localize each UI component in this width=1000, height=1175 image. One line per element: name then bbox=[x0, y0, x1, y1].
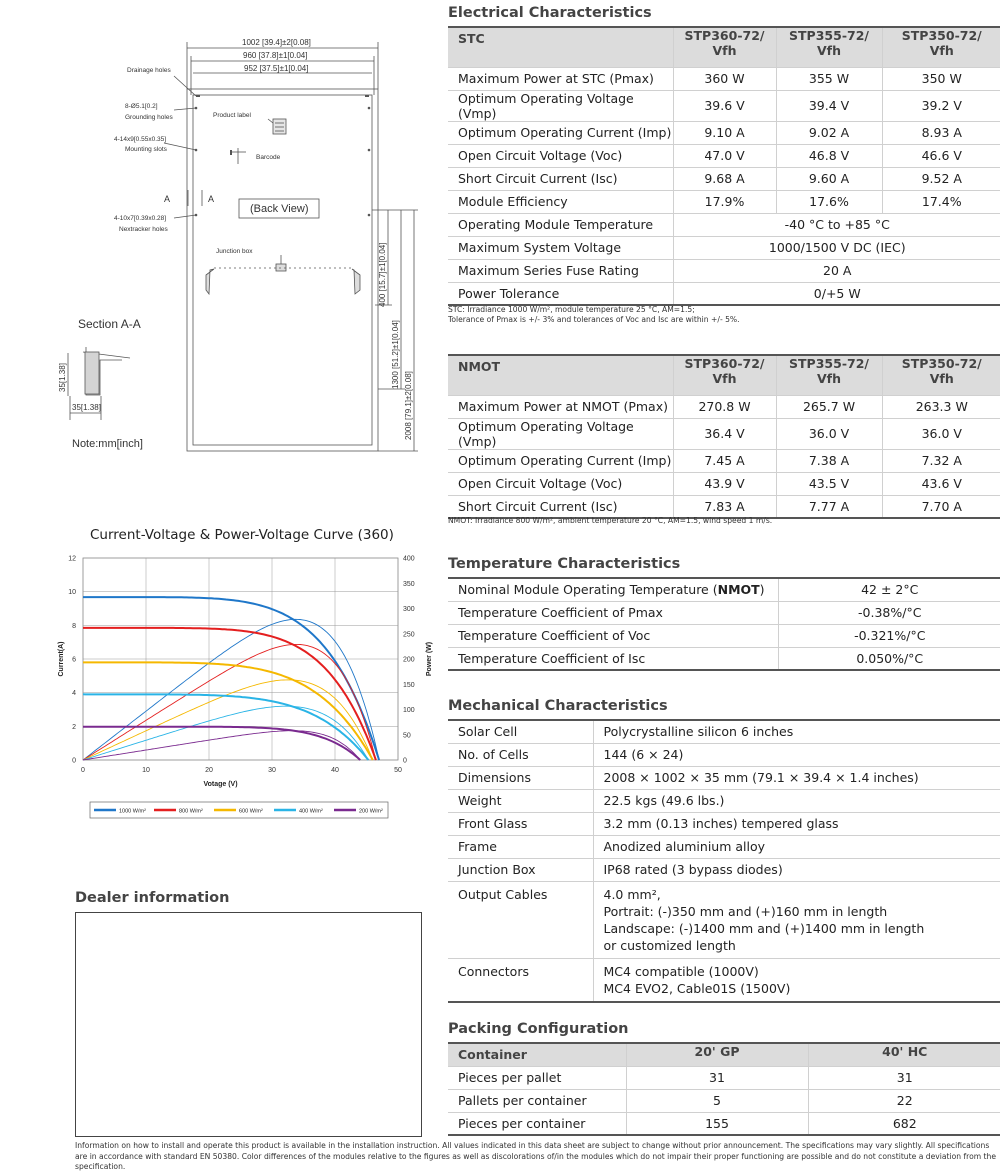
dim-frame-width: 960 [37.8]±1[0.04] bbox=[243, 51, 308, 60]
table-row bbox=[448, 259, 1000, 282]
legend-label: 200 W/m² bbox=[359, 808, 383, 815]
table-cell: 9.52 A bbox=[882, 167, 1000, 190]
table-row bbox=[448, 578, 1000, 601]
legend-label: 800 W/m² bbox=[179, 808, 203, 815]
stc-table bbox=[448, 26, 1000, 306]
table-cell: 17.4% bbox=[882, 190, 1000, 213]
table-cell: 355 W bbox=[776, 67, 882, 90]
table-row bbox=[448, 121, 1000, 144]
grounding-holes-label: Grounding holes bbox=[125, 114, 173, 121]
table-row bbox=[448, 282, 1000, 305]
units-note: Note:mm[inch] bbox=[72, 438, 143, 450]
table-cell: 39.2 V bbox=[882, 90, 1000, 121]
column-header: STP360-72/ Vfh bbox=[673, 27, 776, 67]
row-label: Open Circuit Voltage (Voc) bbox=[448, 144, 673, 167]
table-cell: 7.77 A bbox=[776, 495, 882, 518]
dealer-title: Dealer information bbox=[75, 890, 230, 906]
y-tick-label: 6 bbox=[72, 656, 76, 664]
back-view-label: (Back View) bbox=[250, 203, 309, 215]
y2-tick-label: 350 bbox=[403, 580, 415, 588]
mounting-slots-size: 4-14x9[0.55x0.35] bbox=[114, 136, 167, 143]
column-header: 20' GP bbox=[626, 1043, 808, 1066]
section-title: Section A-A bbox=[78, 317, 141, 331]
table-cell: 265.7 W bbox=[776, 395, 882, 418]
row-label: Optimum Operating Current (Imp) bbox=[448, 449, 673, 472]
table-cell: 31 bbox=[808, 1066, 1000, 1089]
table-cell: 7.32 A bbox=[882, 449, 1000, 472]
table-row bbox=[448, 190, 1000, 213]
chart-title: Current-Voltage & Power-Voltage Curve (360) bbox=[90, 527, 394, 543]
table-cell: 20 A bbox=[673, 259, 1000, 282]
stc-note bbox=[448, 305, 740, 324]
y2-tick-label: 250 bbox=[403, 631, 415, 639]
nextracker-holes-label: Nextracker holes bbox=[119, 226, 168, 233]
table-cell: 17.9% bbox=[673, 190, 776, 213]
table-cell: 17.6% bbox=[776, 190, 882, 213]
table-cell: 31 bbox=[626, 1066, 808, 1089]
product-label-text: Product label bbox=[213, 112, 251, 119]
table-cell: 7.45 A bbox=[673, 449, 776, 472]
row-label: Power Tolerance bbox=[448, 282, 673, 305]
table-cell: 36.0 V bbox=[776, 418, 882, 449]
grounding-holes-size: 8-Ø5.1[0.2] bbox=[125, 103, 158, 110]
section-marker-right: A bbox=[208, 194, 215, 204]
table-row bbox=[448, 743, 1000, 766]
mounting-slots-label: Mounting slots bbox=[125, 146, 167, 153]
table-cell: 43.6 V bbox=[882, 472, 1000, 495]
table-cell: 1000/1500 V DC (IEC) bbox=[673, 236, 1000, 259]
barcode-label: Barcode bbox=[256, 154, 281, 161]
table-cell: 682 bbox=[808, 1112, 1000, 1135]
nmot-bold: NMOT bbox=[717, 582, 760, 598]
table-cell: 7.38 A bbox=[776, 449, 882, 472]
column-header: STP350-72/ Vfh bbox=[882, 27, 1000, 67]
table-row bbox=[448, 67, 1000, 90]
x-axis-label: Votage (V) bbox=[203, 781, 238, 788]
dim-inner-width: 952 [37.5]±1[0.04] bbox=[244, 64, 309, 73]
table-row bbox=[448, 1066, 1000, 1089]
y-tick-label: 2 bbox=[72, 723, 76, 731]
table-cell: -0.321%/°C bbox=[778, 624, 1000, 647]
section-marker-left: A bbox=[164, 194, 171, 204]
x-tick-label: 20 bbox=[205, 767, 213, 774]
stc-note-line-2: Tolerance of Pmax is +/- 3% and tolerances of Voc and Isc are within +/- 5%. bbox=[448, 314, 740, 324]
table-row bbox=[448, 601, 1000, 624]
table-row bbox=[448, 449, 1000, 472]
section-height: 35[1.38] bbox=[58, 363, 67, 392]
table-cell: 43.5 V bbox=[776, 472, 882, 495]
footer-disclaimer: Information on how to install and operate this product is available in the installation instruction. All values indicated in this data sheet are subject to change without prior announcement. The specifications may vary slightly. All specifications are in accordance with standard EN 50380. Color differences of the modules relative to the figures as well as discolorations of/in the modules which do not impair their proper functioning are possible and do not constitute a deviation from the specification. bbox=[75, 1141, 997, 1171]
row-label: Dimensions bbox=[448, 766, 593, 789]
mechanical-title: Mechanical Characteristics bbox=[448, 698, 668, 714]
row-label: Front Glass bbox=[448, 812, 593, 835]
table-row bbox=[448, 720, 1000, 743]
table-cell: 9.68 A bbox=[673, 167, 776, 190]
y-axis-label: Current(A) bbox=[58, 641, 65, 677]
y2-tick-label: 300 bbox=[403, 606, 415, 613]
table-cell: 263.3 W bbox=[882, 395, 1000, 418]
dim-2008: 2008 [79.1]±2[0.08] bbox=[404, 371, 413, 440]
table-row bbox=[448, 835, 1000, 858]
table-row bbox=[448, 1112, 1000, 1135]
row-label: Output Cables bbox=[448, 881, 593, 958]
dealer-info-box bbox=[75, 912, 422, 1137]
nmot-note: NMOT: Irradiance 800 W/m², ambient temperature 20 °C, AM=1.5, wind speed 1 m/s. bbox=[448, 516, 773, 525]
legend-label: 1000 W/m² bbox=[119, 808, 146, 815]
row-label: Solar Cell bbox=[448, 720, 593, 743]
table-cell: 5 bbox=[626, 1089, 808, 1112]
table-cell: 46.8 V bbox=[776, 144, 882, 167]
row-label: Connectors bbox=[448, 958, 593, 1002]
packing-table bbox=[448, 1042, 1000, 1136]
y2-tick-label: 0 bbox=[403, 757, 407, 765]
row-label: Temperature Coefficient of Isc bbox=[448, 647, 778, 670]
dim-400: 400 [15.7]±1[0.04] bbox=[378, 242, 387, 307]
x-tick-label: 10 bbox=[142, 767, 150, 774]
table-row bbox=[448, 167, 1000, 190]
row-label: Optimum Operating Current (Imp) bbox=[448, 121, 673, 144]
table-cell: 9.60 A bbox=[776, 167, 882, 190]
row-label: No. of Cells bbox=[448, 743, 593, 766]
section-width: 35[1.38] bbox=[72, 403, 101, 412]
row-label: Maximum Power at STC (Pmax) bbox=[448, 67, 673, 90]
nmot-temperature-label: Nominal Module Operating Temperature (NMOT) bbox=[448, 578, 778, 601]
row-label: Pieces per pallet bbox=[448, 1066, 626, 1089]
table-row bbox=[448, 395, 1000, 418]
column-header: STP360-72/ Vfh bbox=[673, 355, 776, 395]
table-cell: Polycrystalline silicon 6 inches bbox=[593, 720, 1000, 743]
table-cell: 39.4 V bbox=[776, 90, 882, 121]
row-label: Short Circuit Current (Isc) bbox=[448, 167, 673, 190]
y2-axis-label: Power (W) bbox=[426, 641, 433, 677]
table-row bbox=[448, 881, 1000, 958]
table-cell: 155 bbox=[626, 1112, 808, 1135]
column-header: 40' HC bbox=[808, 1043, 1000, 1066]
y2-tick-label: 150 bbox=[403, 681, 415, 689]
y-tick-label: 8 bbox=[72, 622, 76, 630]
table-row bbox=[448, 1089, 1000, 1112]
table-row bbox=[448, 236, 1000, 259]
table-cell: 350 W bbox=[882, 67, 1000, 90]
table-header-label: Container bbox=[448, 1043, 626, 1066]
row-label: Maximum System Voltage bbox=[448, 236, 673, 259]
mechanical-table bbox=[448, 719, 1000, 1003]
stc-note-line-1: STC: Irradiance 1000 W/m², module temperature 25 °C, AM=1.5; bbox=[448, 305, 695, 314]
table-cell: 8.93 A bbox=[882, 121, 1000, 144]
table-cell: 2008 × 1002 × 35 mm (79.1 × 39.4 × 1.4 inches) bbox=[593, 766, 1000, 789]
y2-tick-label: 50 bbox=[403, 732, 411, 740]
row-label: Pallets per container bbox=[448, 1089, 626, 1112]
y2-tick-label: 400 bbox=[403, 555, 415, 563]
table-cell: IP68 rated (3 bypass diodes) bbox=[593, 858, 1000, 881]
nmot-temperature-value: 42 ± 2°C bbox=[778, 578, 1000, 601]
table-cell: 46.6 V bbox=[882, 144, 1000, 167]
table-cell: 7.83 A bbox=[673, 495, 776, 518]
table-row bbox=[448, 958, 1000, 1002]
x-tick-label: 30 bbox=[268, 767, 276, 774]
x-tick-label: 40 bbox=[331, 767, 339, 774]
table-cell: 144 (6 × 24) bbox=[593, 743, 1000, 766]
module-technical-drawing bbox=[0, 0, 430, 470]
y-tick-label: 12 bbox=[68, 555, 76, 563]
table-row bbox=[448, 495, 1000, 518]
row-label: Pieces per container bbox=[448, 1112, 626, 1135]
packing-title: Packing Configuration bbox=[448, 1021, 629, 1037]
row-label: Junction Box bbox=[448, 858, 593, 881]
table-row bbox=[448, 647, 1000, 670]
row-label: Short Circuit Current (Isc) bbox=[448, 495, 673, 518]
row-label: Optimum Operating Voltage (Vmp) bbox=[448, 90, 673, 121]
table-cell: 270.8 W bbox=[673, 395, 776, 418]
row-label: Temperature Coefficient of Voc bbox=[448, 624, 778, 647]
table-cell: 47.0 V bbox=[673, 144, 776, 167]
table-row bbox=[448, 812, 1000, 835]
table-row bbox=[448, 213, 1000, 236]
y2-tick-label: 200 bbox=[403, 656, 415, 664]
nextracker-holes-size: 4-10x7[0.39x0.28] bbox=[114, 215, 167, 222]
table-cell: -0.38%/°C bbox=[778, 601, 1000, 624]
iv-pv-chart bbox=[48, 548, 438, 823]
table-cell: 9.10 A bbox=[673, 121, 776, 144]
table-cell: 39.6 V bbox=[673, 90, 776, 121]
table-row bbox=[448, 624, 1000, 647]
y-tick-label: 4 bbox=[72, 690, 76, 698]
table-row bbox=[448, 858, 1000, 881]
table-header-label: STC bbox=[448, 27, 673, 67]
table-cell: Anodized aluminium alloy bbox=[593, 835, 1000, 858]
y-tick-label: 10 bbox=[68, 589, 76, 597]
table-cell: 4.0 mm², Portrait: (-)350 mm and (+)160 mm in length Landscape: (-)1400 mm and (+)1400 mm in length or customized length bbox=[593, 881, 1000, 958]
row-label: Open Circuit Voltage (Voc) bbox=[448, 472, 673, 495]
table-row bbox=[448, 472, 1000, 495]
dim-1300: 1300 [51.2]±1[0.04] bbox=[391, 320, 400, 389]
table-cell: 360 W bbox=[673, 67, 776, 90]
row-label: Maximum Power at NMOT (Pmax) bbox=[448, 395, 673, 418]
row-label: Operating Module Temperature bbox=[448, 213, 673, 236]
y2-tick-label: 100 bbox=[403, 707, 415, 714]
table-cell: MC4 compatible (1000V) MC4 EVO2, Cable01S (1500V) bbox=[593, 958, 1000, 1002]
legend-label: 400 W/m² bbox=[299, 808, 323, 815]
table-row bbox=[448, 766, 1000, 789]
row-label: Module Efficiency bbox=[448, 190, 673, 213]
row-label: Frame bbox=[448, 835, 593, 858]
table-cell: 36.4 V bbox=[673, 418, 776, 449]
dim-total-width: 1002 [39.4]±2[0.08] bbox=[242, 38, 311, 47]
temperature-title: Temperature Characteristics bbox=[448, 556, 681, 572]
table-cell: 0.050%/°C bbox=[778, 647, 1000, 670]
table-row bbox=[448, 418, 1000, 449]
row-label: Maximum Series Fuse Rating bbox=[448, 259, 673, 282]
nmot-table bbox=[448, 354, 1000, 519]
legend-label: 600 W/m² bbox=[239, 808, 263, 815]
table-cell: 0/+5 W bbox=[673, 282, 1000, 305]
drainage-holes-label: Drainage holes bbox=[127, 67, 171, 74]
row-label: Weight bbox=[448, 789, 593, 812]
electrical-title: Electrical Characteristics bbox=[448, 5, 652, 21]
table-row bbox=[448, 90, 1000, 121]
column-header: STP355-72/ Vfh bbox=[776, 355, 882, 395]
row-label: Temperature Coefficient of Pmax bbox=[448, 601, 778, 624]
table-cell: 3.2 mm (0.13 inches) tempered glass bbox=[593, 812, 1000, 835]
table-cell: 43.9 V bbox=[673, 472, 776, 495]
column-header: STP350-72/ Vfh bbox=[882, 355, 1000, 395]
table-cell: 7.70 A bbox=[882, 495, 1000, 518]
table-cell: 36.0 V bbox=[882, 418, 1000, 449]
row-label: Optimum Operating Voltage (Vmp) bbox=[448, 418, 673, 449]
junction-box-label: Junction box bbox=[216, 248, 253, 255]
y-tick-label: 0 bbox=[72, 757, 76, 765]
x-tick-label: 50 bbox=[394, 767, 402, 774]
table-row bbox=[448, 144, 1000, 167]
column-header: STP355-72/ Vfh bbox=[776, 27, 882, 67]
temperature-table bbox=[448, 577, 1000, 671]
table-cell: 22.5 kgs (49.6 lbs.) bbox=[593, 789, 1000, 812]
table-cell: 22 bbox=[808, 1089, 1000, 1112]
table-cell: 9.02 A bbox=[776, 121, 882, 144]
table-cell: -40 °C to +85 °C bbox=[673, 213, 1000, 236]
x-tick-label: 0 bbox=[81, 767, 85, 774]
table-header-label: NMOT bbox=[448, 355, 673, 395]
table-row bbox=[448, 789, 1000, 812]
